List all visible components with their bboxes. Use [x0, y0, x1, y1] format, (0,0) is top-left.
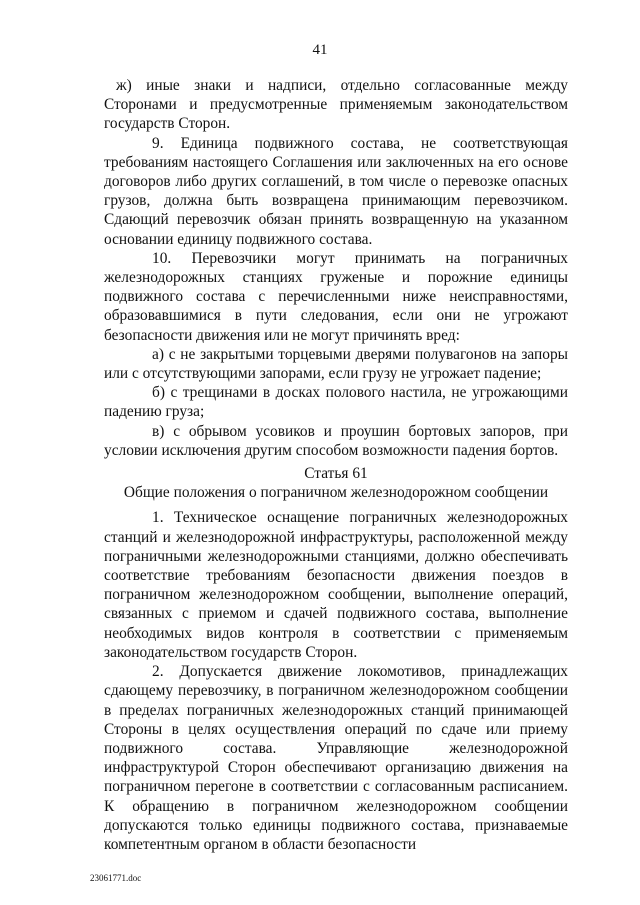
paragraph-item-zh: ж) иные знаки и надписи, отдельно согласованные между Сторонами и предусмотренные применяемым законодательством государств Сторон. — [104, 77, 568, 133]
article-heading: Статья 61 — [304, 465, 368, 483]
subitem-b: б) с трещинами в досках полового настила, не угрожающими падению груза; — [104, 384, 568, 421]
page-number: 41 — [312, 42, 328, 58]
paragraph-9: 9. Единица подвижного состава, не соответствующая требованиям настоящего Соглашения или заключенных на его основе договоров либо других соглашений, в том числе о перевозке опасных грузов, должна быть возвращена принимающим перевозчиком. Сдающий перевозчик обязан принять возвращенную на указанном основании единицу подвижного состава. — [104, 134, 568, 248]
article-61-paragraph-1: 1. Техническое оснащение пограничных железнодорожных станций и железнодорожной инфраструктуры, расположенной между пограничными железнодорожными станциями, должно обеспечивать соответствие требованиям безопасности движения поездов в пограничном железнодорожном сообщении, выполнение операций, связанных с приемом и сдачей подвижного состава, выполнение необходимых видов контроля в соответствии с применяемым законодательством государств Сторон. — [104, 509, 568, 661]
paragraph-10: 10. Перевозчики могут принимать на пограничных железнодорожных станциях груженые и порожние единицы подвижного состава с перечисленными ниже неисправностями, образовавшимися в пути следования, если они не угрожают безопасности движения или не могут причинять вред: — [104, 249, 568, 344]
article-61-paragraph-2: 2. Допускается движение локомотивов, принадлежащих сдающему перевозчику, в пограничном железнодорожном сообщении в пределах пограничных железнодорожных станций принимающей Стороны в целях осуществления операций по сдаче или приему подвижного состава. Управляющие железнодорожной инфраструктурой Сторон обеспечивают организацию движения на пограничном перегоне в соответствии с согласованным расписанием. К обращению в пограничном железнодорожном сообщении допускаются только единицы подвижного состава, признаваемые компетентным органом в области безопасности — [104, 663, 568, 853]
article-title: Общие положения о пограничном железнодорожном сообщении — [123, 484, 549, 502]
document-body — [104, 76, 568, 854]
footer-filename: 23061771.doc — [90, 873, 142, 883]
subitem-v: в) с обрывом усовиков и проушин бортовых запоров, при условии исключения другим способом возможности падения бортов. — [104, 422, 568, 459]
subitem-a: а) с не закрытыми торцевыми дверями полувагонов на запоры или с отсутствующими запорами, если грузу не угрожает падение; — [104, 345, 568, 383]
